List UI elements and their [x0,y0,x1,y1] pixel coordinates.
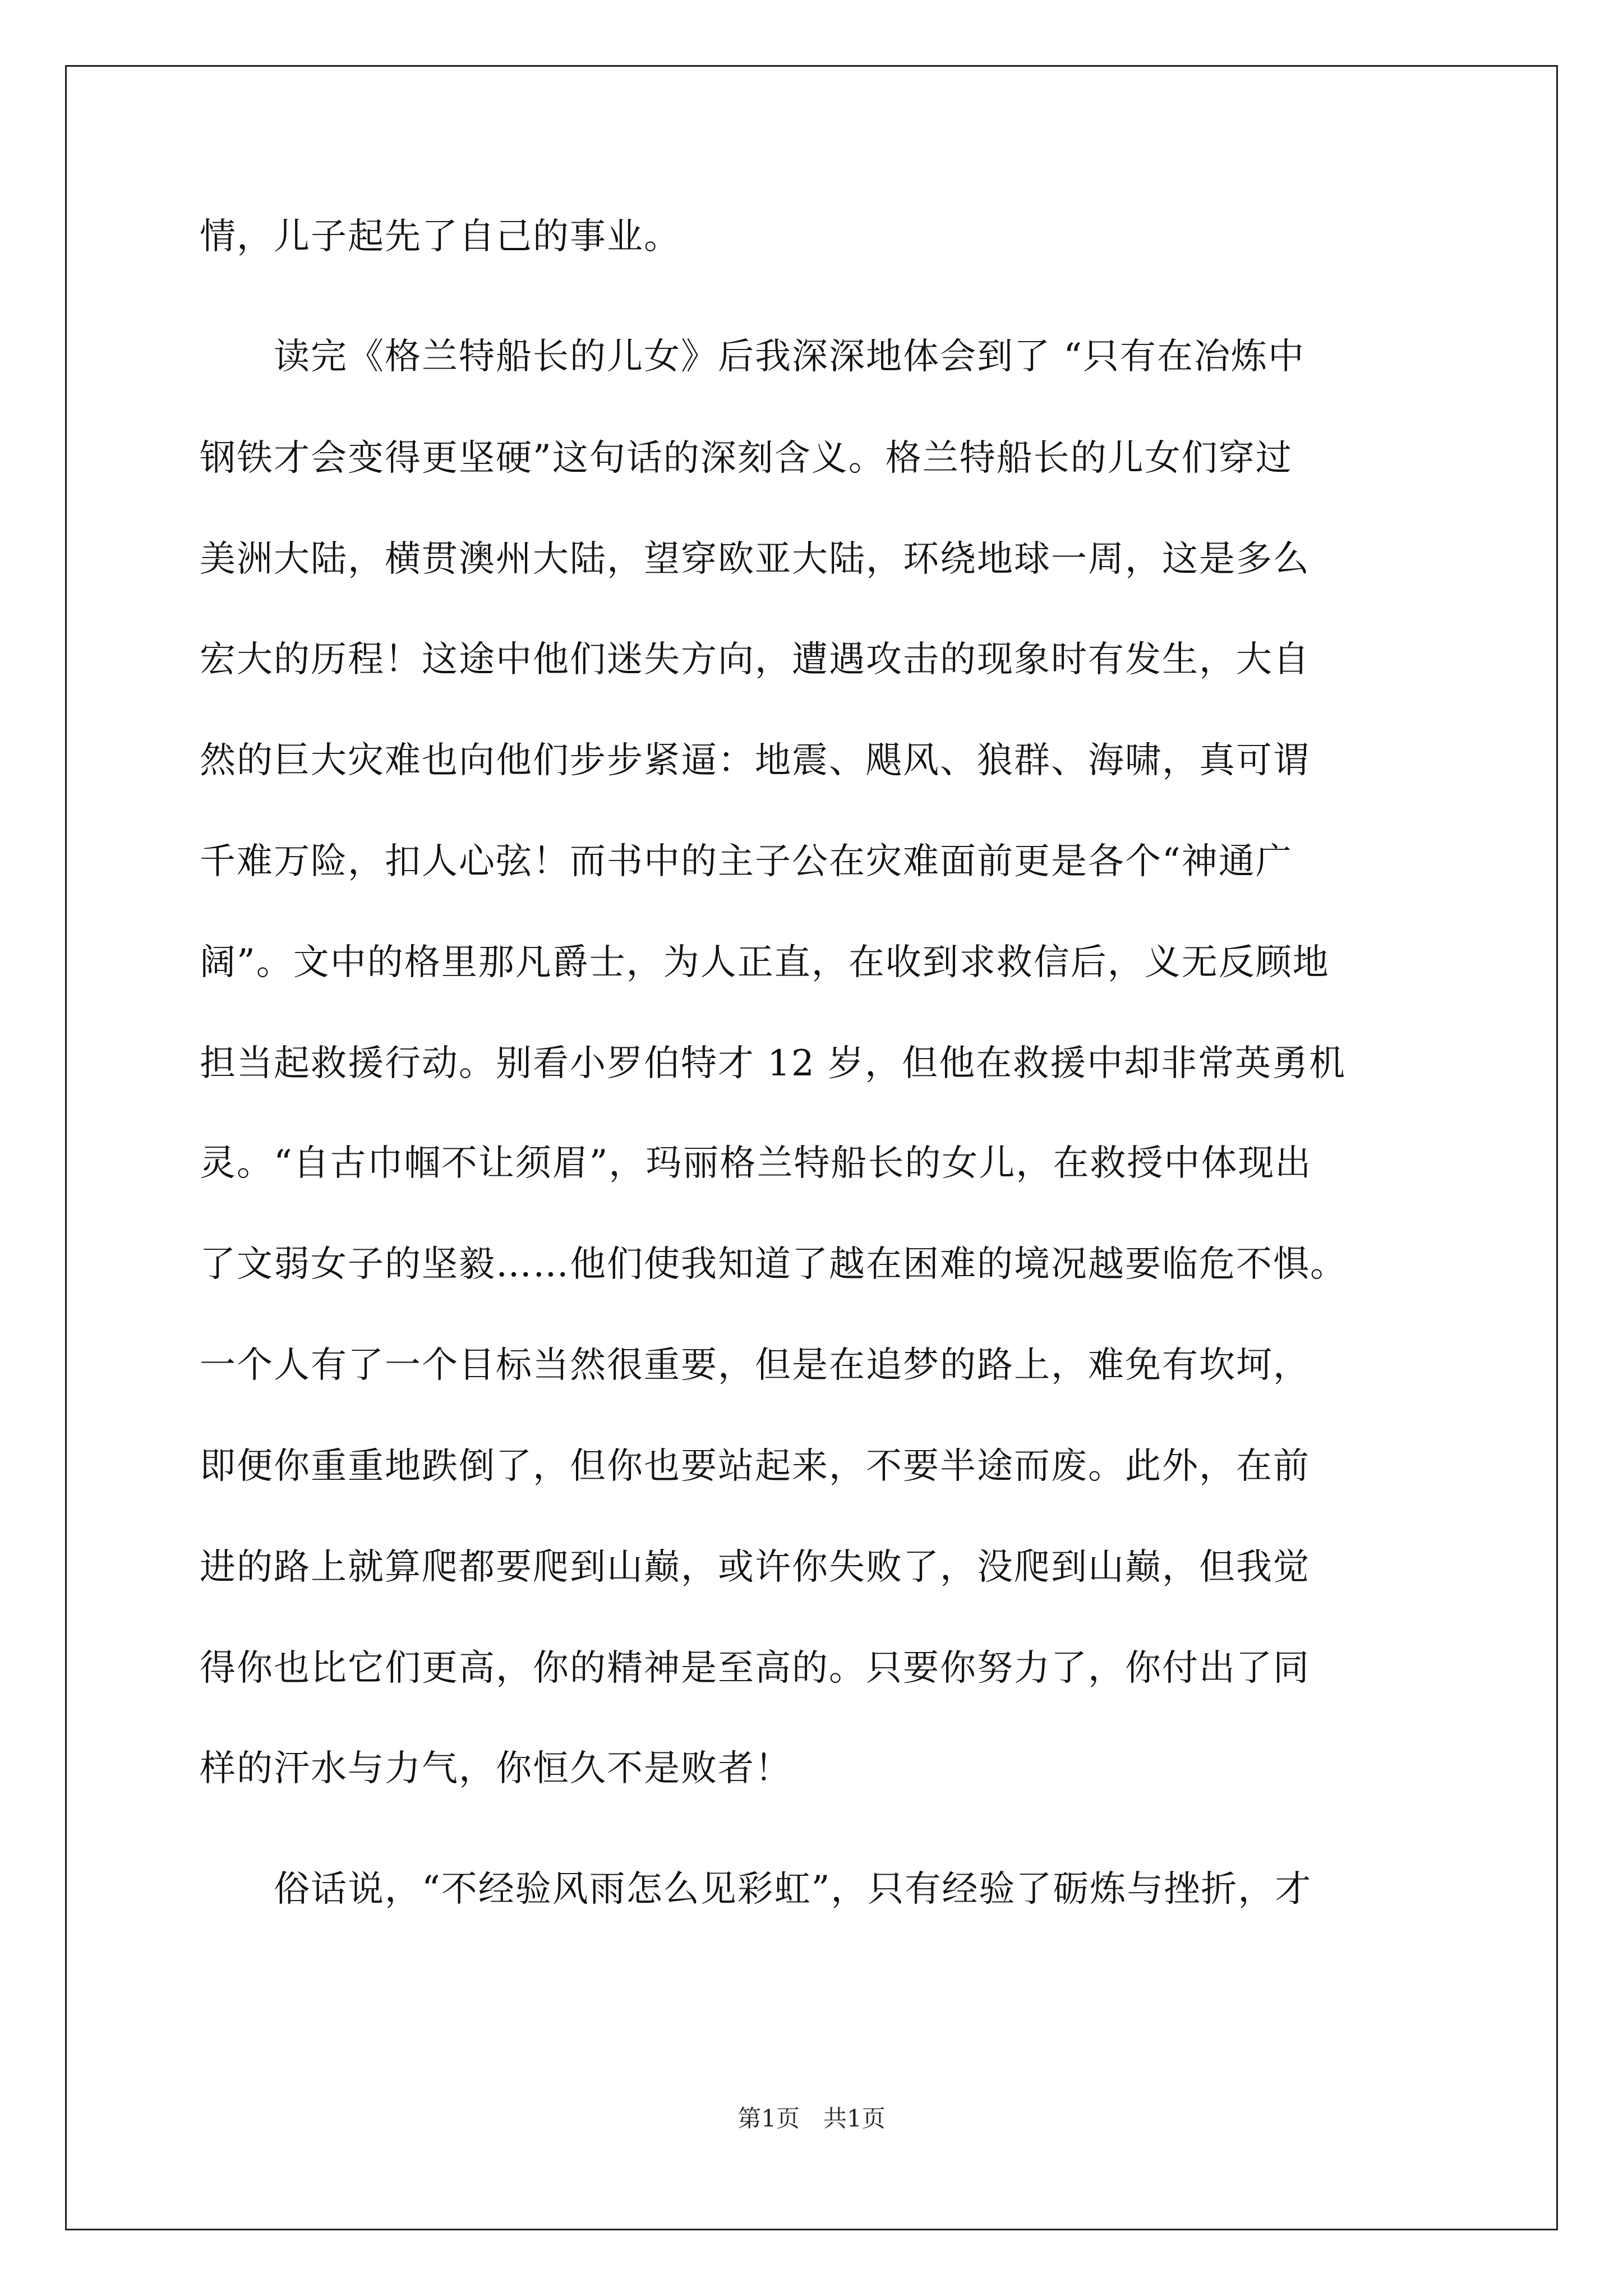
body-text-line: 一个人有了一个目标当然很重要，但是在追梦的路上，难免有坎坷， [200,1345,1310,1386]
body-text-line: 宏大的历程！这途中他们迷失方向，遭遇攻击的现象时有发生，大自 [200,639,1310,680]
body-text-line: 担当起救援行动。别看小罗伯特才 12 岁，但他在救援中却非常英勇机 [200,1043,1347,1084]
body-text-line: 读完《格兰特船长的儿女》后我深深地体会到了 “只有在冶炼中 [200,336,1306,378]
body-text-line: 千难万险，扣人心弦！而书中的主子公在灾难面前更是各个“神通广 [200,841,1293,882]
body-text-line: 即便你重重地跌倒了，但你也要站起来，不要半途而废。此外，在前 [200,1446,1310,1487]
body-text-line: 阔”。文中的格里那凡爵士，为人正直，在收到求救信后，义无反顾地 [200,942,1330,983]
body-text-line: 俗话说，“不经验风雨怎么见彩虹”，只有经验了砺炼与挫折，才 [200,1869,1312,1910]
body-text-line: 钢铁才会变得更坚硬”这句话的深刻含义。格兰特船长的儿女们穿过 [200,438,1293,479]
body-text-line: 进的路上就算爬都要爬到山巅，或许你失败了，没爬到山巅，但我觉 [200,1547,1310,1588]
body-text-line: 灵。“自古巾帼不让须眉”，玛丽格兰特船长的女儿，在救授中体现出 [200,1143,1312,1184]
body-text-line: 美洲大陆，横贯澳州大陆，望穿欧亚大陆，环绕地球一周，这是多么 [200,539,1310,580]
body-text-line: 得你也比它们更高，你的精神是至高的。只要你努力了，你付出了同 [200,1648,1310,1689]
body-text-line: 然的巨大灾难也向他们步步紧逼：地震、飓风、狼群、海啸，真可谓 [200,740,1310,781]
body-text-line: 样的汗水与力气，你恒久不是败者！ [200,1748,792,1789]
body-text-line: 情，儿子起先了自己的事业。 [200,216,681,257]
body-text-line: 了文弱女子的坚毅……他们使我知道了越在困难的境况越要临危不惧。 [200,1244,1347,1285]
page-number-footer: 第1页 共1页 [737,2105,886,2132]
